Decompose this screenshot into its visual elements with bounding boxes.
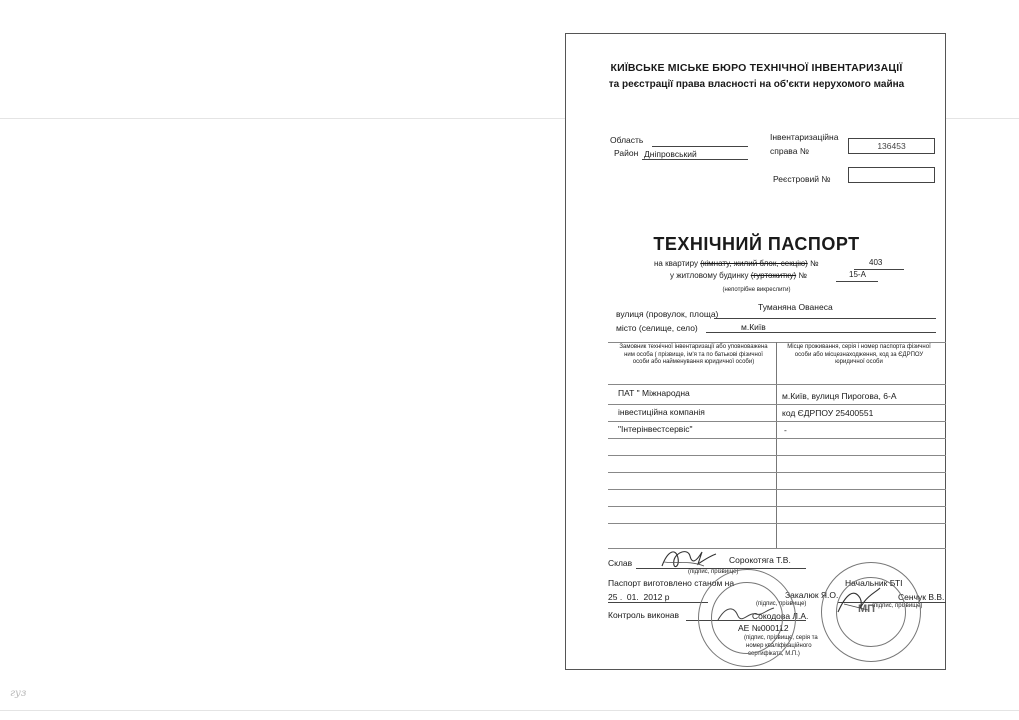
control-label: Контроль виконав xyxy=(608,610,680,620)
inventory-number-box: 136453 xyxy=(848,138,935,154)
table-top-line xyxy=(608,342,946,343)
building-number: 15-А xyxy=(849,270,866,279)
inventory-label: Інвентаризаційна xyxy=(770,132,839,142)
customer-line-2: інвестиційна компанія xyxy=(618,407,705,417)
building-line-struck: (гуртожитку) xyxy=(750,271,797,280)
head-signature xyxy=(834,584,882,618)
certificate-hint-2: номер кваліфікаційного xyxy=(746,643,812,649)
address-line-2: код ЄДРПОУ 25400551 xyxy=(782,408,874,418)
registry-label: Реєстровий № xyxy=(773,174,831,184)
composer-signature xyxy=(658,542,720,572)
organization-subtitle: та реєстрації права власності на об'єкти нерухомого майна xyxy=(608,79,905,90)
head-label: Начальник БТІ xyxy=(845,578,903,588)
table-column-divider xyxy=(776,342,777,548)
table-header-line xyxy=(608,384,946,385)
address-line-1: м.Київ, вулиця Пирогова, 6-А xyxy=(782,391,897,401)
head-name: Сенчук В.В. xyxy=(898,592,945,602)
registry-number-box xyxy=(848,167,935,183)
prepared-month: 01 xyxy=(626,592,637,602)
table-row-line xyxy=(608,489,946,490)
table-row-line xyxy=(608,472,946,473)
apartment-line-prefix: на квартиру xyxy=(654,259,698,268)
organization-name: КИЇВСЬКЕ МІСЬКЕ БЮРО ТЕХНІЧНОЇ ІНВЕНТАРИЗАЦІЇ xyxy=(610,62,903,74)
apartment-number: 403 xyxy=(869,258,883,267)
stamp-mp-text: МП xyxy=(858,603,876,615)
region-label: Область xyxy=(610,135,644,145)
certificate-hint-3: сертифіката, М.П.) xyxy=(748,651,800,657)
address-line-3: - xyxy=(784,425,787,435)
certificate-number: АЕ №000112 xyxy=(738,623,789,633)
inventory-label-2: справа № xyxy=(770,146,809,156)
document-title: ТЕХНІЧНИЙ ПАСПОРТ xyxy=(653,234,860,254)
prepared-label: Паспорт виготовлено станом на xyxy=(608,578,735,588)
prepared-underline xyxy=(608,602,708,603)
composed-hint: (підпис, прізвище) xyxy=(688,569,739,575)
composed-name: Сорокотяга Т.В. xyxy=(729,555,791,565)
composed-label: Склав xyxy=(608,558,633,568)
prepared-day: 25 xyxy=(608,592,618,602)
city-value: м.Київ xyxy=(741,322,766,332)
street-label: вулиця (провулок, площа) xyxy=(616,309,719,319)
scan-artifact-line xyxy=(0,710,1019,711)
apartment-no-sign: № xyxy=(809,259,819,268)
table-row-line xyxy=(608,421,946,422)
control-name: Сокодова Л.А. xyxy=(752,611,809,621)
street-underline xyxy=(714,318,936,319)
executor-name: Закалюк Я.О. xyxy=(785,590,839,600)
street-value: Туманяна Ованеса xyxy=(758,302,833,312)
table-row-line xyxy=(608,404,946,405)
table-header-customer: Замовник технічної інвентаризації або уповноважена ним особа ( прізвище, ім'я та по батькові фізичної особи або найменування юридичної особи) xyxy=(619,344,768,365)
table-row-line xyxy=(608,506,946,507)
head-hint: (підпис, прізвище) xyxy=(872,603,923,609)
certificate-hint-1: (підпис, прізвище, серія та xyxy=(744,635,818,641)
building-line-prefix: у житловому будинку xyxy=(670,271,749,280)
control-signature xyxy=(716,602,776,626)
district-underline xyxy=(642,159,748,160)
building-no-underline xyxy=(836,281,878,282)
city-underline xyxy=(706,332,936,333)
customer-line-1: ПАТ " Міжнародна xyxy=(618,388,690,398)
margin-note: гуз xyxy=(10,688,27,699)
table-row-line xyxy=(608,438,946,439)
technical-passport-page: КИЇВСЬКЕ МІСЬКЕ БЮРО ТЕХНІЧНОЇ ІНВЕНТАРИЗАЦІЇ та реєстрації права власності на об'єкти нерухомого майна Область Район Дніпровський Інвентаризаційна справа № 136453 Реєстровий № ТЕХНІЧНИЙ ПАСПОРТ на квартиру (кімнату, жилий блок, секцію) № 403 у житловому будинку (гуртожитку) № 15-А (непотрібне викреслити) вулиця (провулок, площа) Туманяна Ованеса місто (селище, село) м.Київ Замовник технічної інвентаризації або уповноважена ним особа ( прізвище, ім'я та по батькові фізичної особи або найменування юридичної особи) Місце проживання, серія і номер паспорта фізичної особи або місцезнаходження, код за ЄДРПОУ юридичної особи ПАТ " Міжнародна інвестиційна компанія "Інтерінвестсервіс" м.Київ, вулиця Пирогова, 6-А код ЄДРПОУ 25400551 - Склав Сорокотяга Т.В. (підпис, прізвище) Паспорт виготовлено станом на 25 . 01. 2012 р Закалюк Я.О. (підпис, прізвище) Начальник БТІ Сенчук В.В. (підпис, прізвище) Контроль виконав Сокодова Л.А. АЕ №000112 (підпис, прізвище, серія та номер кваліфікаційного сертифіката, М.П.) МП xyxy=(565,33,946,670)
city-label: місто (селище, село) xyxy=(616,323,698,333)
region-underline xyxy=(652,146,748,147)
table-header-address: Місце проживання, серія і номер паспорта фізичної особи або місцезнаходження, код за ЄДРПОУ юридичної особи xyxy=(787,344,931,365)
table-row-line xyxy=(608,523,946,524)
strike-note: (непотрібне викреслити) xyxy=(722,287,791,293)
district-value: Дніпровський xyxy=(644,149,697,159)
table-row-line xyxy=(608,455,946,456)
customer-line-3: "Інтерінвестсервіс" xyxy=(618,424,693,434)
executor-hint: (підпис, прізвище) xyxy=(756,601,807,607)
district-label: Район xyxy=(614,148,639,158)
building-no-sign: № xyxy=(798,271,807,280)
prepared-year: 2012 р xyxy=(643,592,670,602)
apartment-line-struck: (кімнату, жилий блок, секцію) xyxy=(700,259,808,268)
